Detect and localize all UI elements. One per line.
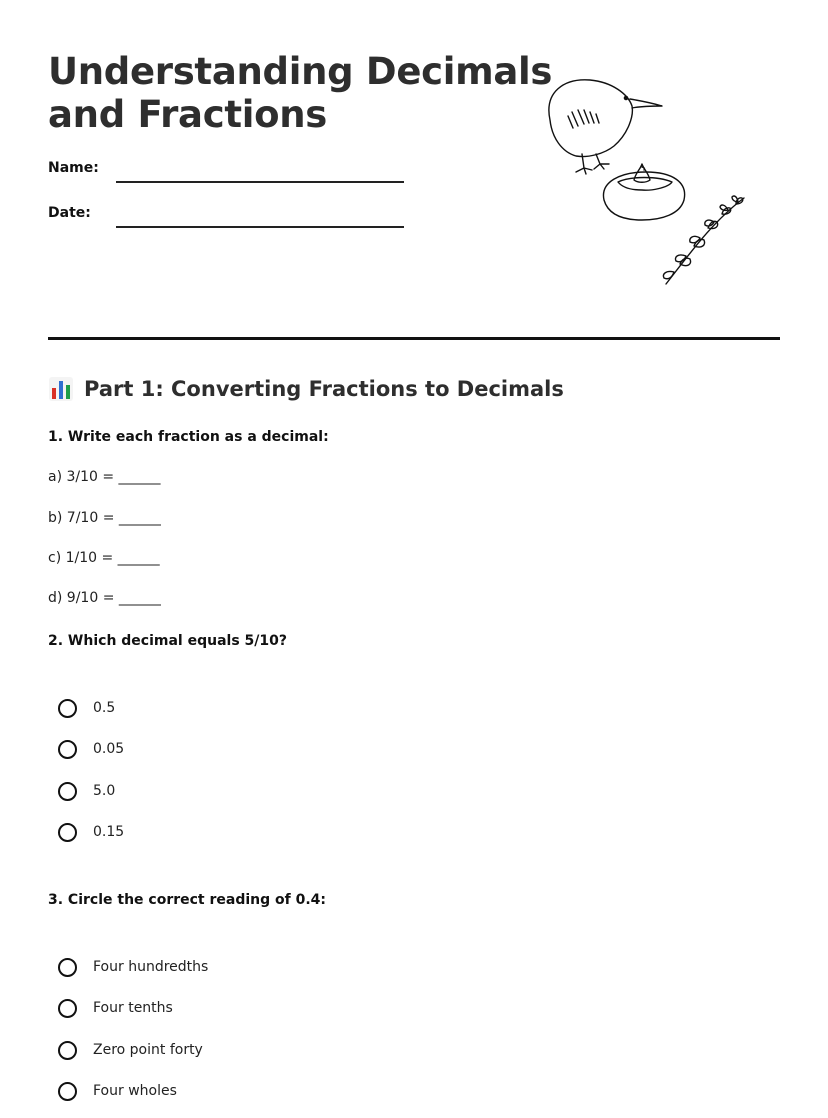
kiwi-bird-illustration <box>538 72 758 292</box>
q2-option-3[interactable] <box>58 779 115 803</box>
q2-option-3-label: 5.0 <box>93 783 116 799</box>
title-line-2: and Fractions <box>48 93 327 136</box>
date-line[interactable] <box>116 226 404 228</box>
radio-circle[interactable] <box>58 1041 77 1060</box>
q2-option-1-label: 0.5 <box>93 700 116 716</box>
q2-option-4[interactable] <box>58 820 124 844</box>
section-divider <box>48 337 780 340</box>
q1-item-b[interactable]: b) 7/10 = ______ <box>48 510 161 526</box>
title-line-1: Understanding Decimals <box>48 50 553 93</box>
radio-circle[interactable] <box>58 823 77 842</box>
section-1-header <box>48 374 564 404</box>
q3-option-4[interactable] <box>58 1079 177 1103</box>
kiwi-beak <box>630 99 662 108</box>
q2-option-2[interactable] <box>58 737 124 761</box>
question-3-prompt: 3. Circle the correct reading of 0.4: <box>48 892 327 908</box>
question-1-prompt: 1. Write each fraction as a decimal: <box>48 429 329 445</box>
q1-item-c[interactable]: c) 1/10 = ______ <box>48 550 160 566</box>
q1-item-d[interactable]: d) 9/10 = ______ <box>48 590 161 606</box>
q3-option-1-label: Four hundredths <box>93 959 209 975</box>
q2-option-4-label: 0.15 <box>93 824 125 840</box>
q1-item-a[interactable]: a) 3/10 = ______ <box>48 469 161 485</box>
name-label: Name: <box>48 160 99 176</box>
bar-chart-icon <box>48 376 74 402</box>
radio-circle[interactable] <box>58 782 77 801</box>
q3-option-4-label: Four wholes <box>93 1083 177 1099</box>
q3-option-3-label: Zero point forty <box>93 1042 203 1058</box>
date-label: Date: <box>48 205 91 221</box>
radio-circle[interactable] <box>58 740 77 759</box>
pavlova-drawing <box>603 164 684 220</box>
name-line[interactable] <box>116 181 404 183</box>
q3-option-3[interactable] <box>58 1038 203 1062</box>
q2-option-1[interactable] <box>58 696 115 720</box>
question-2-prompt: 2. Which decimal equals 5/10? <box>48 633 287 649</box>
q2-option-2-label: 0.05 <box>93 741 125 757</box>
q3-option-2[interactable] <box>58 996 173 1020</box>
radio-circle[interactable] <box>58 1082 77 1101</box>
radio-circle[interactable] <box>58 699 77 718</box>
kiwi-body <box>549 80 632 157</box>
fern-sprig-drawing <box>663 196 744 284</box>
q3-option-2-label: Four tenths <box>93 1000 173 1016</box>
worksheet-title <box>48 50 552 136</box>
kiwi-eye <box>624 96 627 99</box>
q3-option-1[interactable] <box>58 955 208 979</box>
radio-circle[interactable] <box>58 958 77 977</box>
radio-circle[interactable] <box>58 999 77 1018</box>
section-1-title: Part 1: Converting Fractions to Decimals <box>84 377 564 401</box>
